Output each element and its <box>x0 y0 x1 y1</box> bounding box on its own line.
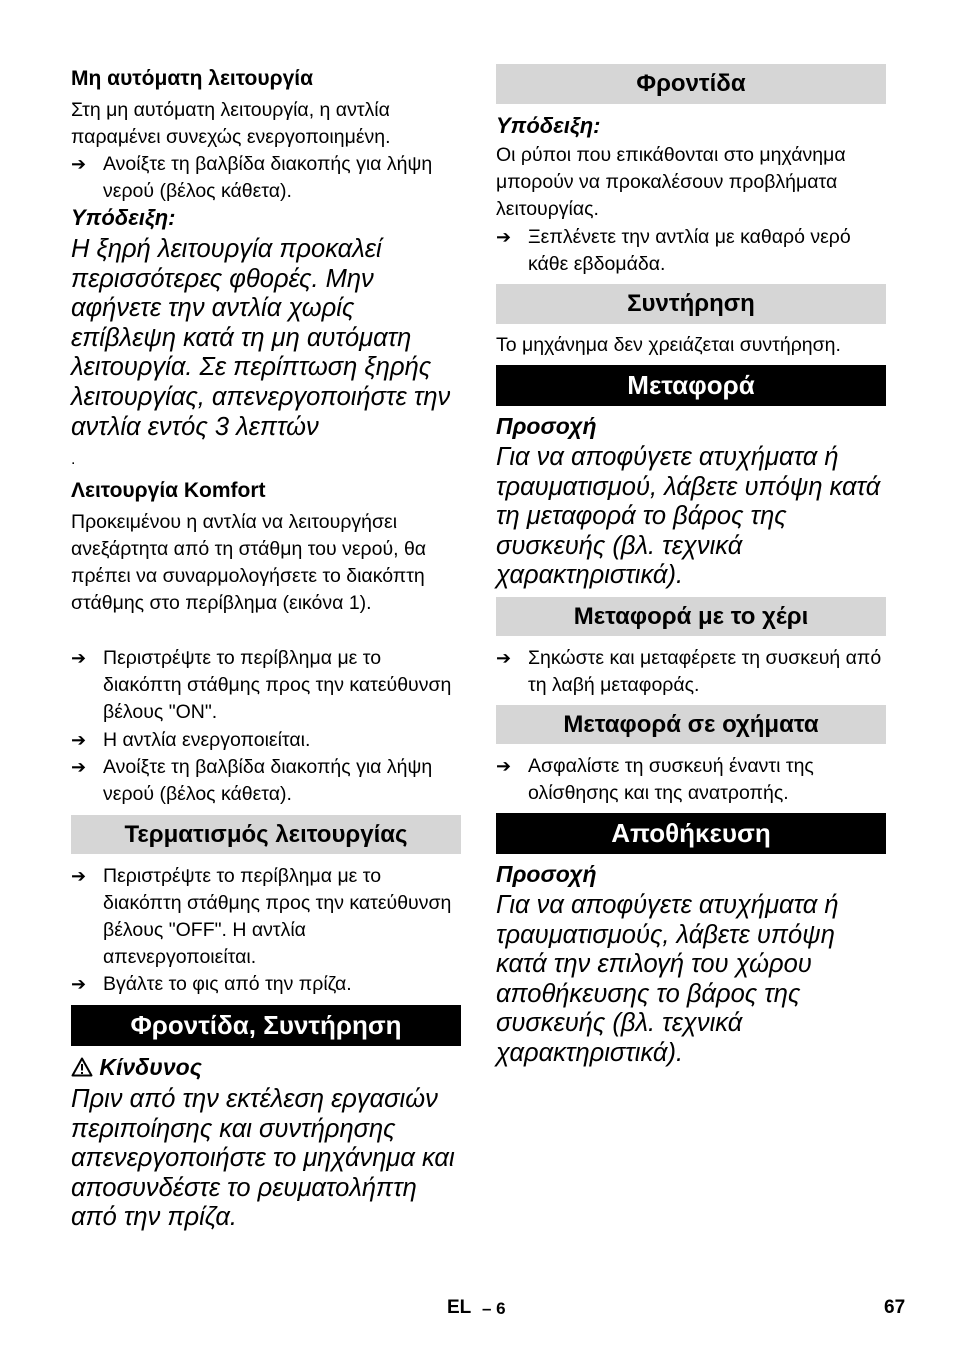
list-item: ➔ Περιστρέψτε το περίβλημα με το διακόπτη στάθμης προς την κατεύθυνση βέλους "OFF". Η αντλία απενεργοποιείται. <box>71 865 452 968</box>
stray-dot: . <box>71 451 76 468</box>
storage-heading: Αποθήκευση <box>496 813 886 854</box>
arrow-right-icon: ➔ <box>71 866 87 886</box>
transport-by-hand-heading: Μεταφορά με το χέρι <box>496 597 886 636</box>
list-item: ➔ Ξεπλένετε την αντλία με καθαρό νερό κάθε εβδομάδα. <box>496 226 851 275</box>
arrow-right-icon: ➔ <box>71 974 87 994</box>
note-text: Η ξηρή λειτουργία προκαλεί περισσότερες φθορές. Μην αφήνετε την αντλία χωρίς επίβλεψη κατά τη μη αυτόματη λειτουργία. Σε περίπτωση ξηρής λειτουργίας, απενεργοποιήστε την αντλία εντός 3 λεπτών <box>71 235 451 441</box>
caution-text: Για να αποφύγετε ατυχήματα ή τραυματισμού, λάβετε υπόψη κατά τη μεταφορά το βάρος της συσκευής (βλ. τεχνικά χαρακτηριστικά). <box>496 443 881 590</box>
list-item: ➔ Βγάλτε το φις από την πρίζα. <box>71 971 461 998</box>
warning-triangle-icon <box>71 1057 93 1077</box>
transport-heading: Μεταφορά <box>496 365 886 406</box>
caution-title: Προσοχή <box>496 861 597 887</box>
manual-mode-heading: Μη αυτόματη λειτουργία <box>71 67 314 90</box>
arrow-right-icon: ➔ <box>496 227 512 247</box>
danger-text: Πριν από την εκτέλεση εργασιών περιποίησης και συντήρησης απενεργοποιήστε το μηχάνημα και αποσυνδέστε το ρευματολήπτη από την πρίζα. <box>71 1085 455 1232</box>
list-item: ➔ Περιστρέψτε το περίβλημα με το διακόπτη στάθμης προς την κατεύθυνση βέλους "ON". <box>71 647 452 723</box>
arrow-right-icon: ➔ <box>71 757 87 777</box>
danger-title-row <box>71 1053 461 1081</box>
note-title: Υπόδειξη: <box>71 205 176 230</box>
caution-text: Για να αποφύγετε ατυχήματα ή τραυματισμούς, λάβετε υπόψη κατά την επιλογή του χώρου αποθήκευσης το βάρος της συσκευής (βλ. τεχνικά χαρακτηριστικά). <box>496 891 839 1067</box>
footer-section: – 6 <box>482 1299 506 1318</box>
care-maintenance-heading: Φροντίδα, Συντήρηση <box>71 1005 461 1046</box>
maintenance-heading: Συντήρηση <box>496 284 886 324</box>
note-title: Υπόδειξη: <box>496 113 601 138</box>
list-item: ➔ Σηκώστε και μεταφέρετε τη συσκευή από τη λαβή μεταφοράς. <box>496 647 882 696</box>
maintenance-text: Το μηχάνημα δεν χρειάζεται συντήρηση. <box>496 334 841 356</box>
care-heading: Φροντίδα <box>496 64 886 104</box>
list-item: ➔ Ανοίξτε τη βαλβίδα διακοπής για λήψη νερού (βέλος κάθετα). <box>71 756 433 805</box>
list-item: ➔ Η αντλία ενεργοποιείται. <box>71 727 461 754</box>
list-item: ➔ Ασφαλίστε τη συσκευή έναντι της ολίσθησης και της ανατροπής. <box>496 755 814 804</box>
komfort-heading: Λειτουργία Komfort <box>71 479 266 502</box>
care-text: Οι ρύποι που επικάθονται στο μηχάνημα μπορούν να προκαλέσουν προβλήματα λειτουργίας. <box>496 144 846 220</box>
termination-heading: Τερματισμός λειτουργίας <box>71 815 461 854</box>
arrow-right-icon: ➔ <box>71 648 87 668</box>
arrow-right-icon: ➔ <box>496 648 512 668</box>
arrow-right-icon: ➔ <box>71 154 87 174</box>
arrow-right-icon: ➔ <box>71 730 87 750</box>
danger-title: Κίνδυνος <box>99 1054 202 1080</box>
page-number: 67 <box>884 1297 906 1318</box>
list-item: ➔ Ανοίξτε τη βαλβίδα διακοπής για λήψη νερού (βέλος κάθετα). <box>71 153 433 202</box>
transport-in-vehicles-heading: Μεταφορά σε οχήματα <box>496 705 886 744</box>
caution-title: Προσοχή <box>496 413 597 439</box>
komfort-text: Προκειμένου η αντλία να λειτουργήσει ανεξάρτητα από τη στάθμη του νερού, θα πρέπει να συναρμολογήσετε το διακόπτη στάθμης στο περίβλημα (εικόνα 1). <box>71 511 427 614</box>
footer-language: EL <box>447 1297 472 1318</box>
arrow-right-icon: ➔ <box>496 756 512 776</box>
manual-mode-text: Στη μη αυτόματη λειτουργία, η αντλία παραμένει συνεχώς ενεργοποιημένη. <box>71 99 391 148</box>
